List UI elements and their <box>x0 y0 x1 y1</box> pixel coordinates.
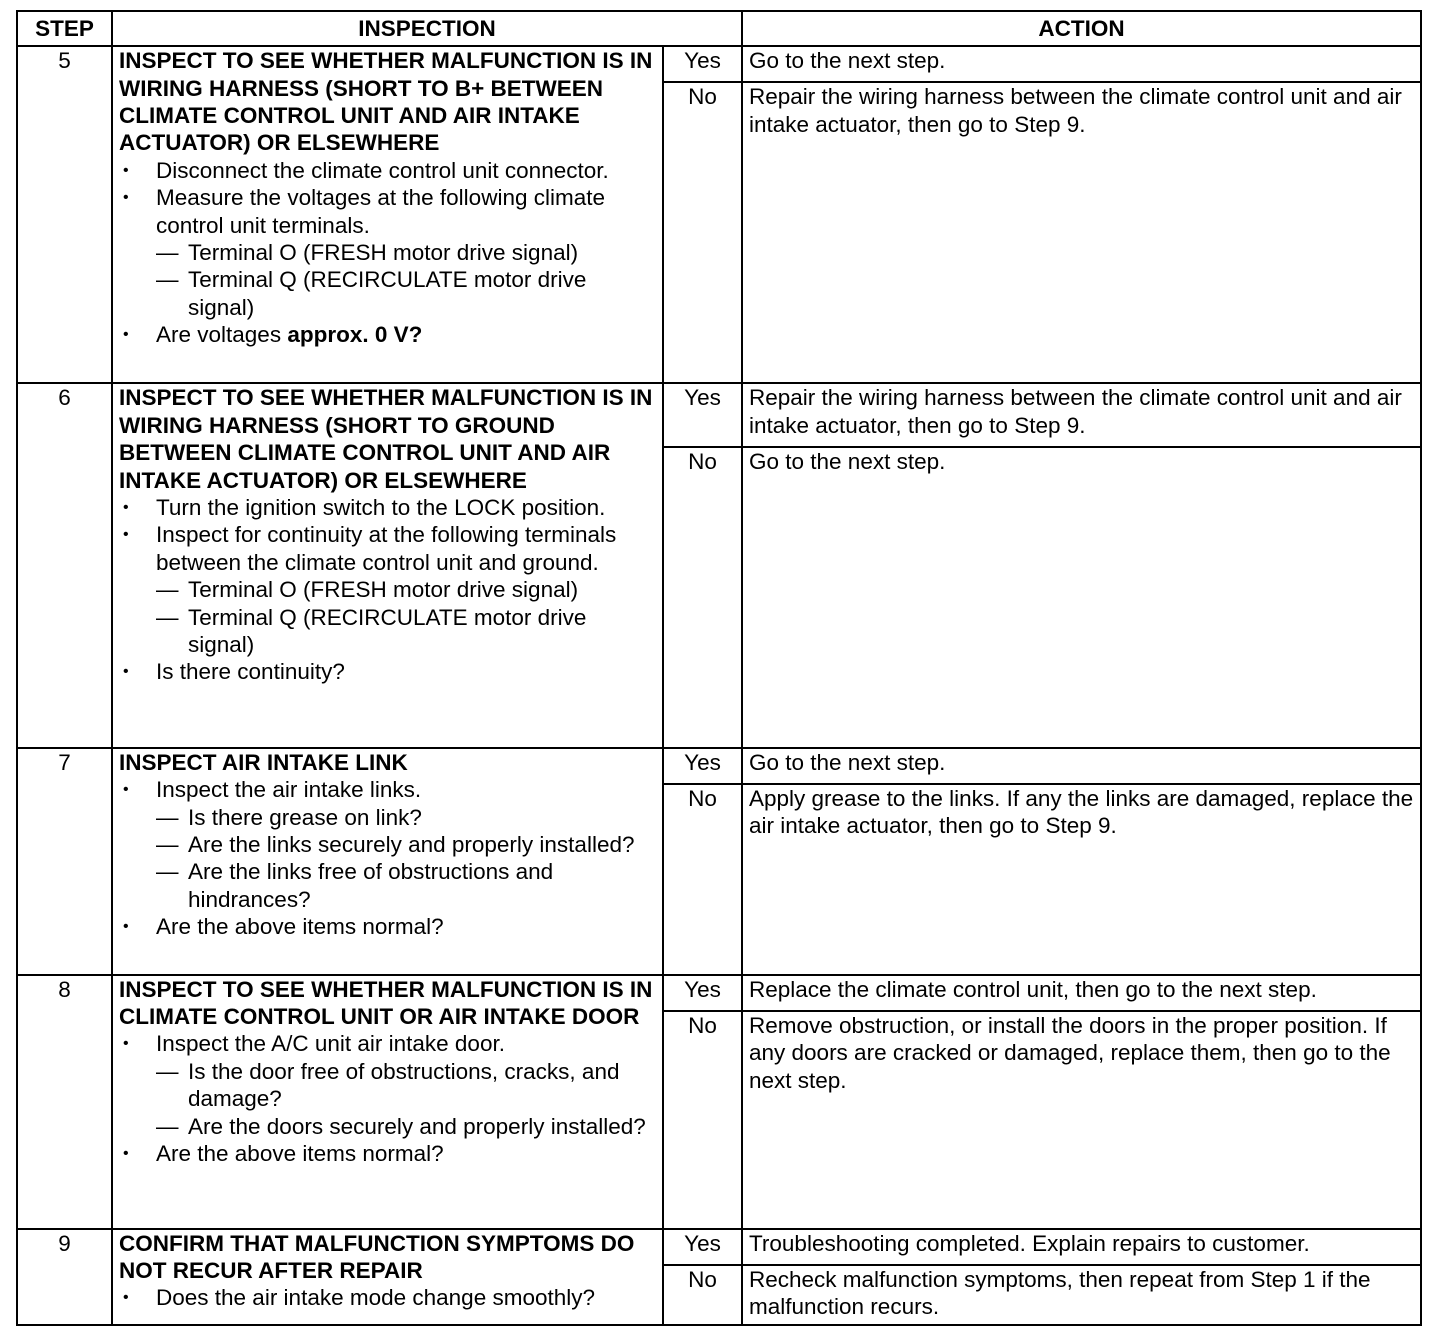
bullet-text: Inspect the air intake links. <box>156 777 422 803</box>
no-label: No <box>663 784 742 975</box>
bullet-text-part: Are voltages <box>156 322 288 348</box>
troubleshooting-table <box>16 10 1422 1326</box>
inspection-title: INSPECT TO SEE WHETHER MALFUNCTION IS IN WIRING HARNESS (SHORT TO GROUND BETWEEN CLIMATE CONTROL UNIT AND AIR INTAKE ACTUATOR) OR ELSEWHERE <box>119 385 653 493</box>
dash-text: Are the doors securely and properly installed? <box>188 1113 646 1139</box>
dash-text: Terminal Q (RECIRCULATE motor drive signal) <box>188 267 587 320</box>
bullet-item <box>119 913 656 940</box>
header-step: STEP <box>17 11 112 46</box>
bullet-text: Inspect the A/C unit air intake door. <box>156 1031 505 1057</box>
inspection-cell <box>112 975 663 1229</box>
dash-mark: — <box>156 577 179 603</box>
dash-item <box>119 239 656 266</box>
inspection-cell <box>112 383 663 747</box>
inspection-title: INSPECT AIR INTAKE LINK <box>119 749 408 775</box>
dash-mark: — <box>156 267 179 293</box>
yes-label: Yes <box>663 748 742 784</box>
dash-text: Terminal Q (RECIRCULATE motor drive signal) <box>188 604 587 658</box>
header-inspection: INSPECTION <box>112 11 742 46</box>
bullet-item <box>119 184 656 239</box>
bullet-text: Disconnect the climate control unit connector. <box>156 157 609 183</box>
bullet-mark: • <box>123 1289 129 1307</box>
yes-label: Yes <box>663 975 742 1011</box>
dash-item <box>119 858 656 913</box>
dash-item <box>119 1113 656 1140</box>
step-number: 6 <box>17 383 112 747</box>
no-action: Recheck malfunction symptoms, then repeat from Step 1 if the malfunction recurs. <box>742 1265 1421 1325</box>
dash-mark: — <box>156 239 179 265</box>
yes-action: Replace the climate control unit, then go to the next step. <box>742 975 1421 1011</box>
no-label: No <box>663 447 742 748</box>
dash-mark: — <box>156 604 179 630</box>
dash-text: Is the door free of obstructions, cracks, and damage? <box>188 1058 620 1112</box>
no-action: Repair the wiring harness between the climate control unit and air intake actuator, then go to Step 9. <box>742 82 1421 383</box>
bullet-mark: • <box>123 499 129 517</box>
bullet-text: Inspect for continuity at the following terminals between the climate control unit and ground. <box>156 522 617 575</box>
no-action: Go to the next step. <box>742 447 1421 748</box>
bullet-mark: • <box>123 1035 129 1053</box>
dash-item <box>119 266 656 321</box>
yes-label: Yes <box>663 383 742 446</box>
bullet-mark: • <box>123 526 129 544</box>
step-row <box>17 383 1421 446</box>
dash-mark: — <box>156 1113 179 1139</box>
bullet-text: Does the air intake mode change smoothly? <box>156 1285 596 1311</box>
bullet-item <box>119 1030 656 1057</box>
no-label: No <box>663 1265 742 1325</box>
yes-action: Go to the next step. <box>742 46 1421 82</box>
yes-label: Yes <box>663 46 742 82</box>
no-action: Remove obstruction, or install the doors in the proper position. If any doors are cracked or damaged, replace them, then go to the next step. <box>742 1011 1421 1229</box>
bullet-item <box>119 1140 656 1167</box>
dash-item <box>119 804 656 831</box>
step-row <box>17 975 1421 1011</box>
yes-label: Yes <box>663 1229 742 1265</box>
step-number: 8 <box>17 975 112 1229</box>
bullet-item <box>119 494 656 521</box>
dash-item <box>119 831 656 858</box>
dash-item <box>119 604 656 659</box>
dash-text: Terminal O (FRESH motor drive signal) <box>188 239 579 265</box>
dash-mark: — <box>156 1058 179 1084</box>
dash-text: Is there grease on link? <box>188 804 422 830</box>
bullet-text: Are the above items normal? <box>156 914 444 940</box>
bullet-mark: • <box>123 326 129 344</box>
bullet-item <box>119 1284 656 1311</box>
yes-action: Repair the wiring harness between the climate control unit and air intake actuator, then go to Step 9. <box>742 383 1421 446</box>
bullet-item <box>119 321 656 348</box>
dash-item <box>119 1058 656 1113</box>
bullet-text: Turn the ignition switch to the LOCK position. <box>156 495 606 521</box>
inspection-title: INSPECT TO SEE WHETHER MALFUNCTION IS IN CLIMATE CONTROL UNIT OR AIR INTAKE DOOR <box>119 976 653 1030</box>
header-action: ACTION <box>742 11 1421 46</box>
dash-text: Terminal O (FRESH motor drive signal) <box>188 577 579 603</box>
dash-text: Are the links free of obstructions and hindrances? <box>188 859 554 912</box>
step-number: 5 <box>17 46 112 383</box>
bullet-text: Is there continuity? <box>156 659 345 685</box>
header-row <box>17 11 1421 46</box>
dash-item <box>119 576 656 603</box>
bullet-text: Are the above items normal? <box>156 1141 444 1167</box>
step-number: 9 <box>17 1229 112 1325</box>
dash-mark: — <box>156 831 179 857</box>
bullet-mark: • <box>123 1145 129 1163</box>
bullet-item <box>119 521 656 576</box>
step-row <box>17 748 1421 784</box>
inspection-cell <box>112 748 663 975</box>
no-label: No <box>663 1011 742 1229</box>
yes-action: Troubleshooting completed. Explain repairs to customer. <box>742 1229 1421 1265</box>
dash-mark: — <box>156 859 179 885</box>
bullet-mark: • <box>123 781 129 799</box>
bullet-mark: • <box>123 918 129 936</box>
bullet-mark: • <box>123 161 129 179</box>
step-number: 7 <box>17 748 112 975</box>
bullet-item <box>119 157 656 184</box>
inspection-title: INSPECT TO SEE WHETHER MALFUNCTION IS IN WIRING HARNESS (SHORT TO B+ BETWEEN CLIMATE CONTROL UNIT AND AIR INTAKE ACTUATOR) OR ELSEWHERE <box>119 48 653 156</box>
dash-text: Are the links securely and properly installed? <box>188 831 635 857</box>
bullet-item <box>119 658 656 685</box>
bullet-item <box>119 776 656 803</box>
dash-mark: — <box>156 804 179 830</box>
inspection-cell <box>112 46 663 383</box>
inspection-cell <box>112 1229 663 1325</box>
no-label: No <box>663 82 742 383</box>
no-action: Apply grease to the links. If any the links are damaged, replace the air intake actuator, then go to Step 9. <box>742 784 1421 975</box>
bullet-mark: • <box>123 663 129 681</box>
bullet-text: Measure the voltages at the following climate control unit terminals. <box>156 185 605 238</box>
yes-action: Go to the next step. <box>742 748 1421 784</box>
step-row <box>17 46 1421 82</box>
inspection-title: CONFIRM THAT MALFUNCTION SYMPTOMS DO NOT RECUR AFTER REPAIR <box>119 1230 635 1283</box>
bullet-text <box>156 321 656 348</box>
bullet-mark: • <box>123 189 129 207</box>
bullet-text-emphasis: approx. 0 V? <box>287 322 423 348</box>
step-row <box>17 1229 1421 1265</box>
